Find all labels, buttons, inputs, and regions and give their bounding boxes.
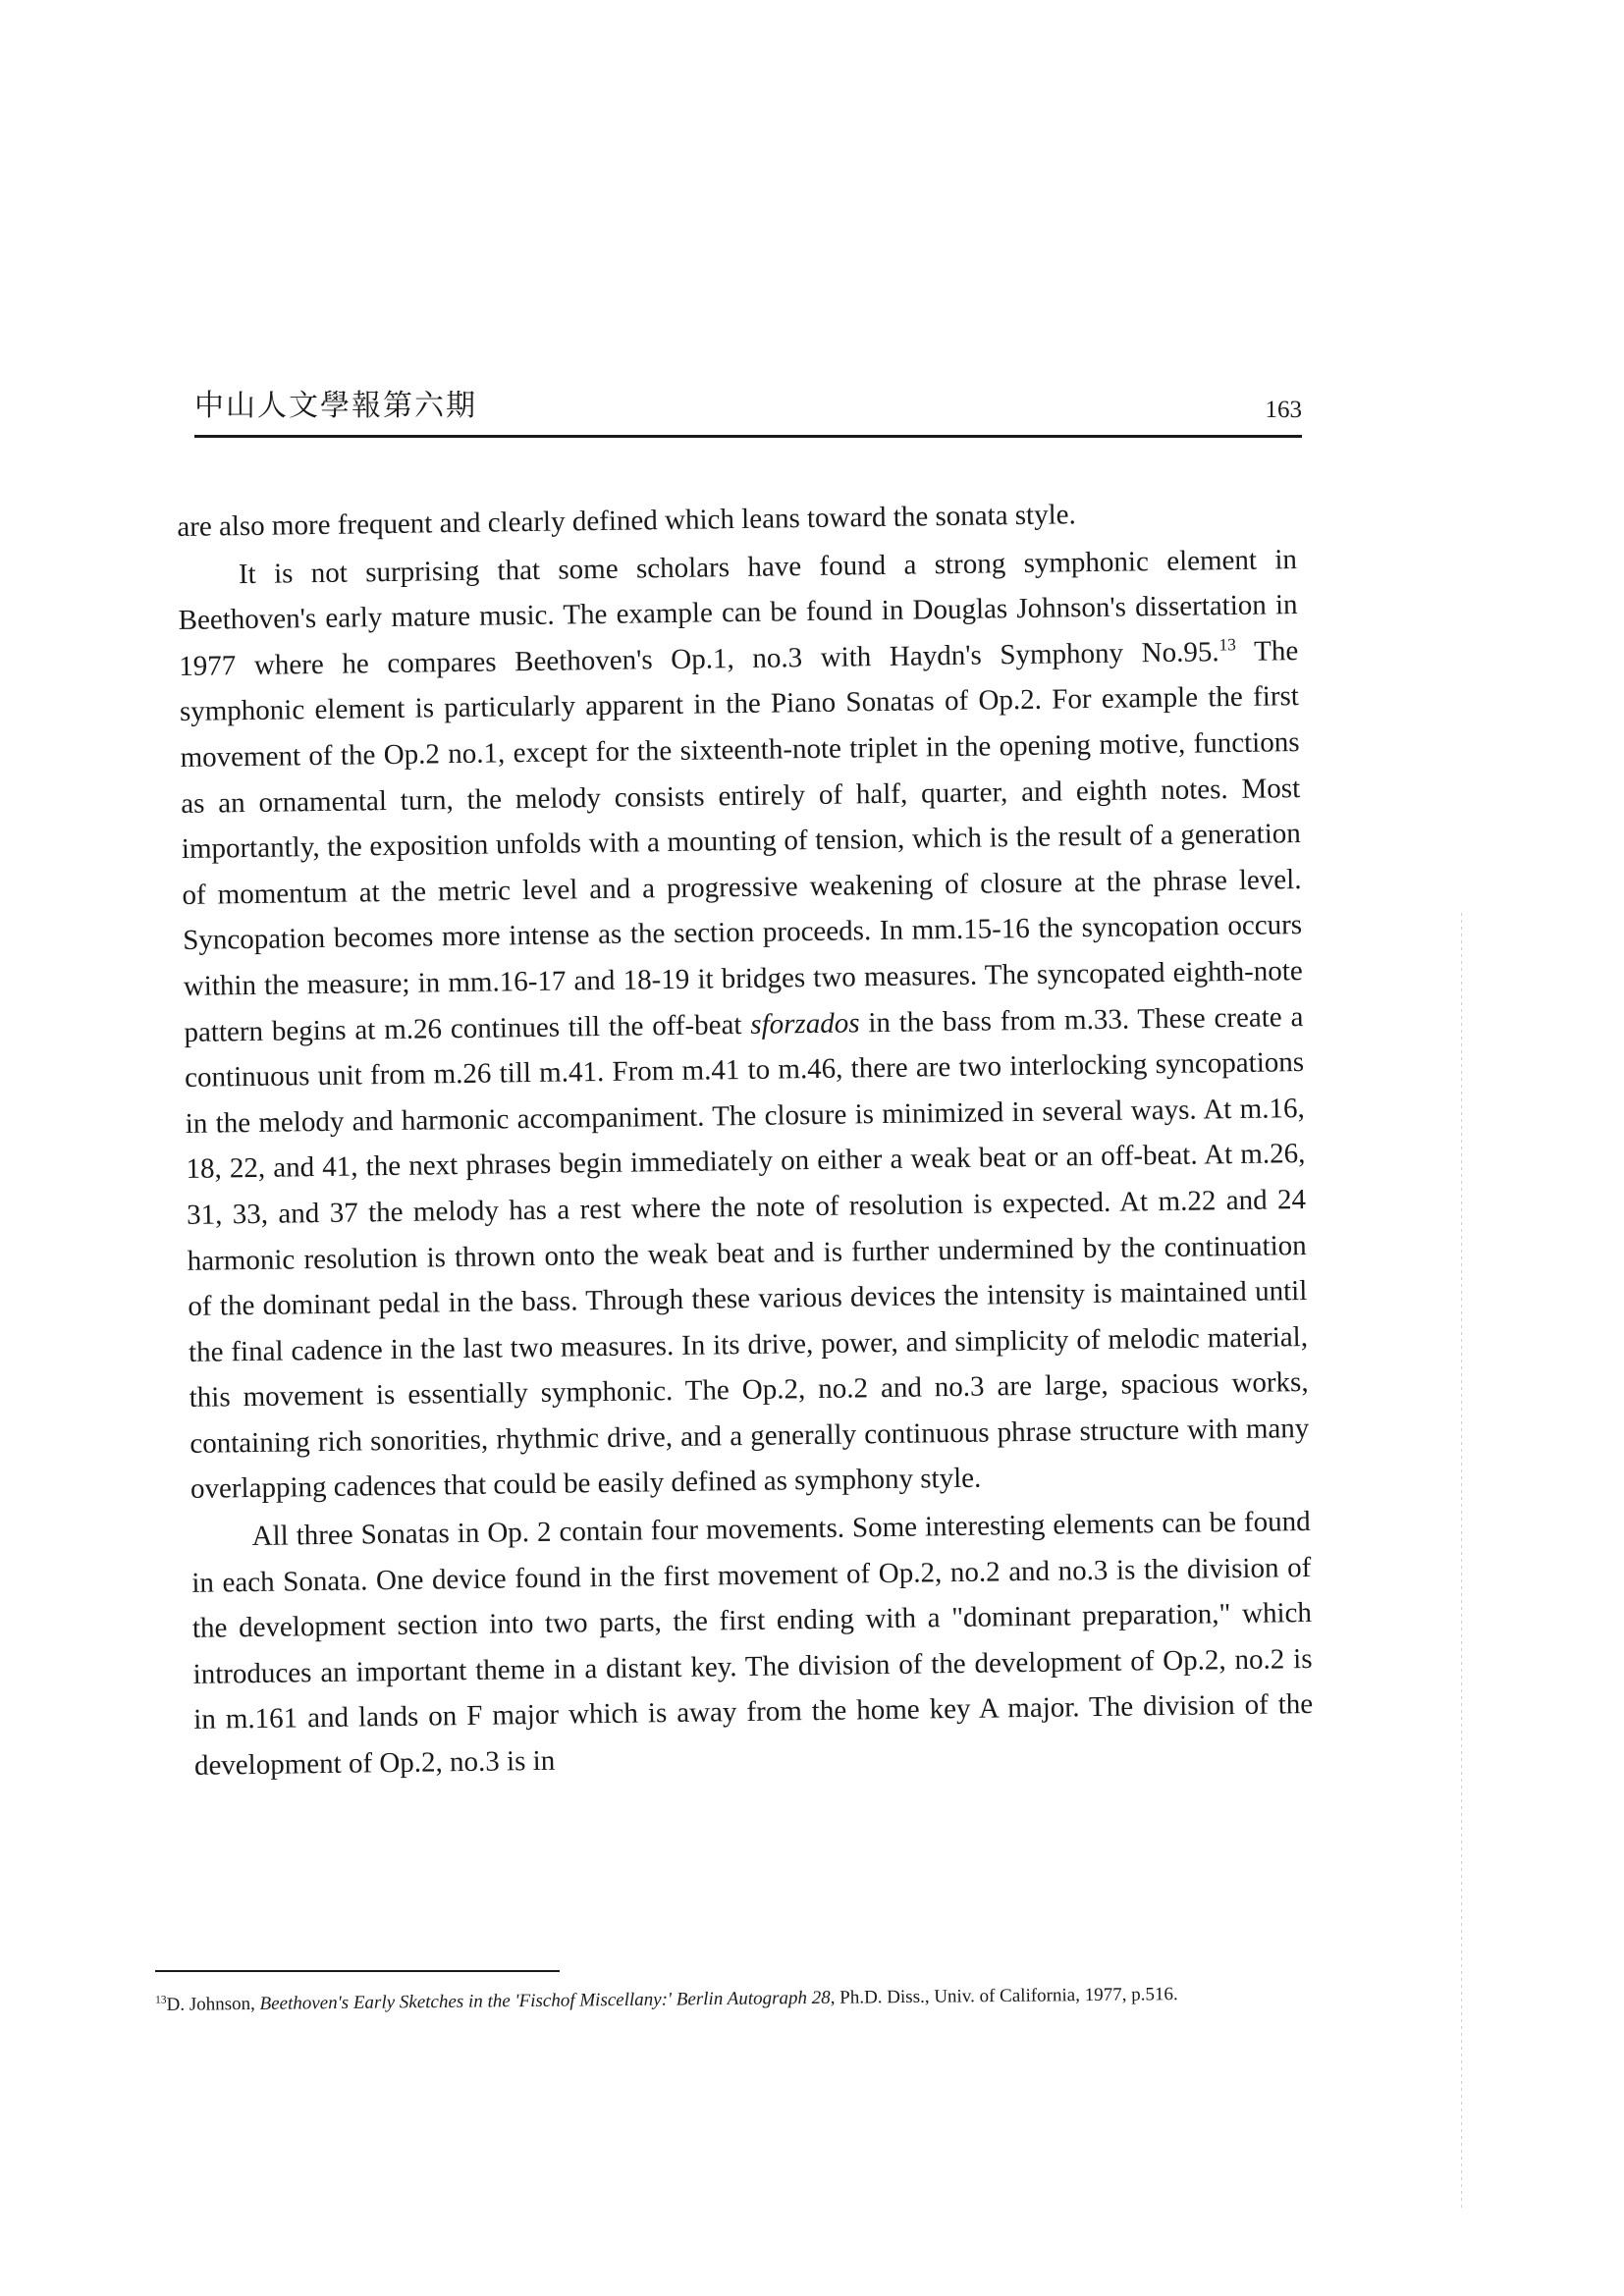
paragraph-text: in the bass from m.33. These create a continuous unit from m.26 till m.41. From m.41 to m.46, there are two interlocking syncopations in the melody and harmonic accompaniment. The closure is minimized in several ways. At m.16, 18, 22, and 41, the next phrases begin immediately on either a weak beat or an off-beat. At m.26, 31, 33, and 37 the melody has a rest where the note of resolution is expected. At m.22 and 24 harmonic resolution is thrown onto the weak beat and is further undermined by the continuation of the dominant pedal in the bass. Through these various devices the intensity is maintained until the final cadence in the last two measures. In its drive, power, and simplicity of melodic material, this movement is essentially symphonic. The Op.2, no.2 and no.3 are large, spacious works, containing rich sonorities, rhythmic drive, and a generally continuous phrase structure with many overlapping cadences that could be easily defined as symphony style. <box>184 1000 1310 1506</box>
footnote-number: 13 <box>155 1994 167 2006</box>
footnote-rest: , Ph.D. Diss., Univ. of California, 1977, p.516. <box>830 1984 1178 2008</box>
paragraph-op2-sonatas: All three Sonatas in Op. 2 contain four movements. Some interesting elements can be found in each Sonata. One device found in the first movement of Op.2, no.2 and no.3 is the division of the development section into two parts, the first ending with a "dominant preparation," which introduces an important theme in a distant key. The division of the development of Op.2, no.2 is in m.161 and lands on F major which is away from the home key A major. The division of the development of Op.2, no.3 is in <box>191 1506 1314 1782</box>
paragraph-continuation: are also more frequent and clearly defined which leans toward the sonata style. <box>177 499 1077 543</box>
paragraph-text: The symphonic element is particularly apparent in the Piano Sonatas of Op.2. For example the first movement of the Op.2 no.1, except for the sixteenth-note triplet in the opening motive, functions as an ornamental turn, the melody consists entirely of half, quarter, and eighth notes. Most importantly, the exposition unfolds with a mounting of tension, which is the result of a generation of momentum at the metric level and a progressive weakening of closure at the phrase level. Syncopation becomes more intense as the section proceeds. In mm.15-16 the syncopation occurs within the measure; in mm.16-17 and 18-19 it bridges two measures. The syncopated eighth-note pattern begins at m.26 continues till the off-beat <box>179 634 1303 1048</box>
italic-term: sforzados <box>750 1006 860 1041</box>
footnote <box>155 1977 1274 2022</box>
header-rule <box>194 435 1302 438</box>
scan-edge-artifact <box>1461 913 1462 2209</box>
footnote-ref: 13 <box>1218 634 1237 655</box>
footnote-author: D. Johnson, <box>166 1993 260 2015</box>
footnote-title: Beethoven's Early Sketches in the 'Fischof Miscellany:' Berlin Autograph 28 <box>259 1987 831 2014</box>
body-text <box>177 489 1314 1789</box>
paragraph-symphonic-element <box>178 537 1311 1513</box>
footnote-rule <box>155 1970 560 1972</box>
paragraph-text: It is not surprising that some scholars have found a strong symphonic element in Beethoven's early mature music. The example can be found in Douglas Johnson's dissertation in 1977 where he compares Beethoven's Op.1, no.3 with Haydn's Symphony No.95. <box>178 543 1298 682</box>
page-number: 163 <box>1265 397 1302 423</box>
running-header <box>194 373 1302 438</box>
journal-title: 中山人文學報第六期 <box>194 389 477 423</box>
